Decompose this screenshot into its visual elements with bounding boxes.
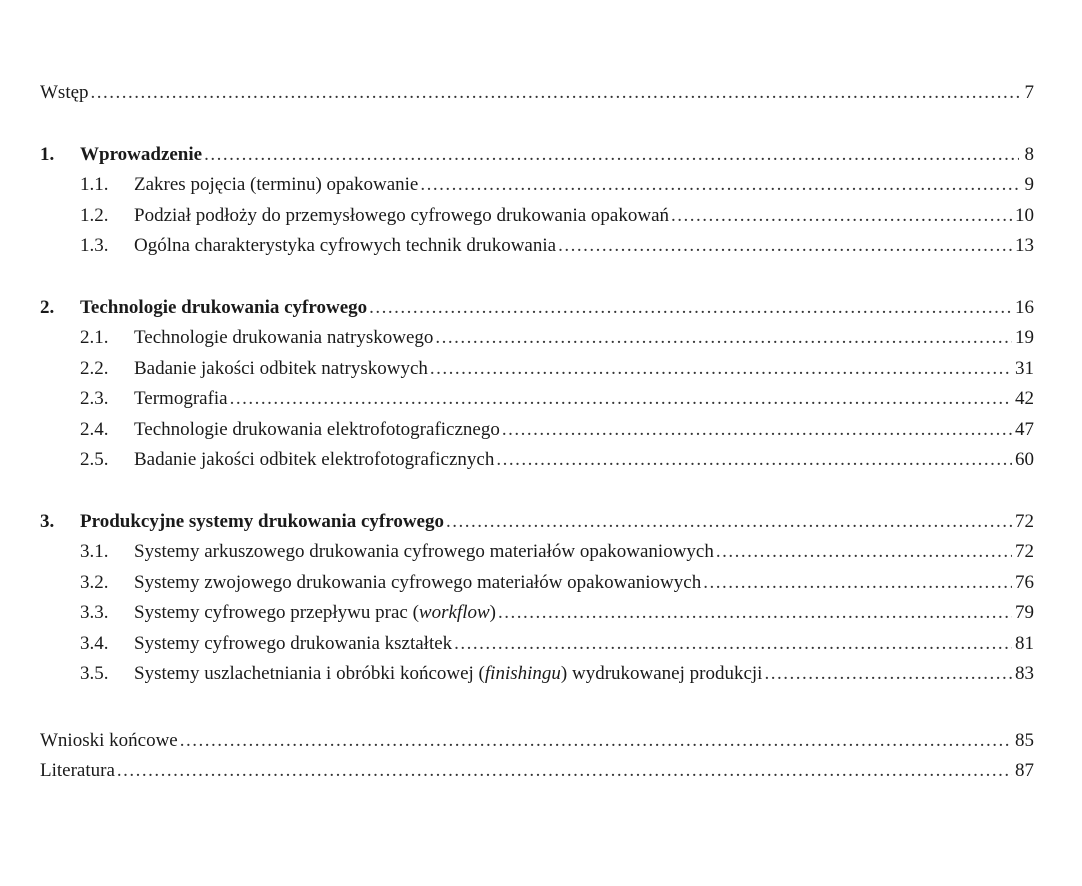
- section-number: 1.1.: [80, 174, 109, 195]
- toc-section-2-2[interactable]: [40, 354, 1034, 385]
- toc-section-3-4[interactable]: [40, 629, 1034, 660]
- section-number: 3.4.: [80, 632, 109, 654]
- toc-entry-page: 7: [1024, 82, 1034, 103]
- toc-entry-title: Literatura: [40, 760, 115, 781]
- section-title-italic: finishingu: [484, 663, 561, 684]
- dot-leader: [91, 78, 1019, 109]
- dot-leader: [716, 537, 1012, 568]
- section-page: 42: [1015, 388, 1034, 409]
- toc-section-3-3[interactable]: [40, 598, 1034, 629]
- toc-section-3-2[interactable]: [40, 568, 1034, 599]
- toc-entry-page: 87: [1015, 760, 1034, 781]
- section-number: 1.2.: [80, 204, 109, 226]
- toc-section-1-1[interactable]: [40, 170, 1034, 201]
- section-page: 72: [1015, 541, 1034, 562]
- section-number: 1.3.: [80, 235, 109, 256]
- section-number: 3.2.: [80, 571, 109, 593]
- section-title-text: ): [489, 602, 496, 623]
- section-number: 2.3.: [80, 388, 109, 409]
- dot-leader: [454, 629, 1012, 660]
- section-page: 10: [1015, 204, 1034, 226]
- section-page: 13: [1015, 235, 1034, 256]
- section-page: 76: [1015, 571, 1034, 593]
- toc-entry-title: Wstęp: [40, 82, 89, 103]
- dot-leader: [117, 756, 1012, 787]
- section-number: 3.3.: [80, 602, 109, 623]
- toc-entry-intro[interactable]: [40, 78, 1034, 109]
- section-title-text: ) wydrukowanej produkcji: [560, 663, 763, 684]
- section-title: [134, 598, 496, 629]
- dot-leader: [430, 354, 1012, 385]
- toc-entry-title: Wnioski końcowe: [40, 729, 178, 751]
- dot-leader: [502, 415, 1012, 446]
- chapter-page: 72: [1015, 510, 1034, 532]
- toc-chapter-2[interactable]: [40, 293, 1034, 324]
- section-title-text: Systemy uszlachetniania i obróbki końcowej (: [134, 663, 485, 684]
- section-number: 2.4.: [80, 418, 109, 440]
- section-title-text: Systemy cyfrowego przepływu prac (: [134, 602, 419, 623]
- section-page: 47: [1015, 418, 1034, 440]
- dot-leader: [498, 598, 1012, 629]
- section-page: 19: [1015, 327, 1034, 348]
- section-number: 2.5.: [80, 449, 109, 470]
- section-title-italic: workflow: [418, 602, 490, 623]
- toc-section-1-3[interactable]: [40, 231, 1034, 262]
- dot-leader: [204, 140, 1019, 171]
- section-title: Systemy cyfrowego drukowania kształtek: [134, 632, 453, 654]
- chapter-title: Wprowadzenie: [80, 143, 203, 165]
- toc-section-3-1[interactable]: [40, 537, 1034, 568]
- section-page: 9: [1024, 174, 1034, 195]
- dot-leader: [420, 170, 1019, 201]
- section-title: Badanie jakości odbitek natryskowych: [134, 357, 428, 379]
- toc-section-2-5[interactable]: [40, 445, 1034, 476]
- toc-entry-conclusions[interactable]: [40, 726, 1034, 757]
- toc-section-1-2[interactable]: [40, 201, 1034, 232]
- table-of-contents: [40, 78, 1034, 787]
- dot-leader: [764, 659, 1012, 690]
- toc-entry-bibliography[interactable]: [40, 756, 1034, 787]
- section-page: 31: [1015, 357, 1034, 379]
- section-title: [134, 659, 762, 690]
- chapter-title: Technologie drukowania cyfrowego: [80, 296, 368, 318]
- dot-leader: [435, 323, 1012, 354]
- dot-leader: [180, 726, 1012, 757]
- dot-leader: [671, 201, 1012, 232]
- section-page: 83: [1015, 663, 1034, 684]
- chapter-title: Produkcyjne systemy drukowania cyfrowego: [80, 510, 444, 532]
- section-title: Termografia: [134, 388, 228, 409]
- section-title: Zakres pojęcia (terminu) opakowanie: [134, 174, 419, 195]
- section-number: 3.5.: [80, 663, 109, 684]
- section-number: 2.2.: [80, 357, 109, 379]
- section-page: 60: [1015, 449, 1034, 470]
- section-title: Podział podłoży do przemysłowego cyfrowego drukowania opakowań: [134, 204, 670, 226]
- toc-section-2-1[interactable]: [40, 323, 1034, 354]
- dot-leader: [230, 384, 1012, 415]
- section-title: Technologie drukowania natryskowego: [134, 327, 434, 348]
- chapter-number: 1.: [40, 143, 55, 165]
- toc-section-2-3[interactable]: [40, 384, 1034, 415]
- section-number: 3.1.: [80, 541, 109, 562]
- toc-chapter-1[interactable]: [40, 140, 1034, 171]
- section-title: Systemy zwojowego drukowania cyfrowego materiałów opakowaniowych: [134, 571, 702, 593]
- toc-section-2-4[interactable]: [40, 415, 1034, 446]
- chapter-number: 2.: [40, 296, 55, 318]
- toc-section-3-5[interactable]: [40, 659, 1034, 690]
- section-title: Badanie jakości odbitek elektrofotograficznych: [134, 449, 495, 470]
- section-title: Ogólna charakterystyka cyfrowych technik drukowania: [134, 235, 557, 256]
- section-number: 2.1.: [80, 327, 109, 348]
- section-page: 81: [1015, 632, 1034, 654]
- toc-entry-page: 85: [1015, 729, 1034, 751]
- section-page: 79: [1015, 602, 1034, 623]
- section-title: Technologie drukowania elektrofotograficznego: [134, 418, 500, 440]
- chapter-page: 16: [1015, 296, 1034, 318]
- chapter-page: 8: [1024, 143, 1034, 165]
- chapter-number: 3.: [40, 510, 55, 532]
- dot-leader: [446, 507, 1012, 538]
- toc-chapter-3[interactable]: [40, 507, 1034, 538]
- dot-leader: [558, 231, 1012, 262]
- dot-leader: [703, 568, 1012, 599]
- section-title: Systemy arkuszowego drukowania cyfrowego materiałów opakowaniowych: [134, 541, 714, 562]
- dot-leader: [496, 445, 1012, 476]
- dot-leader: [369, 293, 1012, 324]
